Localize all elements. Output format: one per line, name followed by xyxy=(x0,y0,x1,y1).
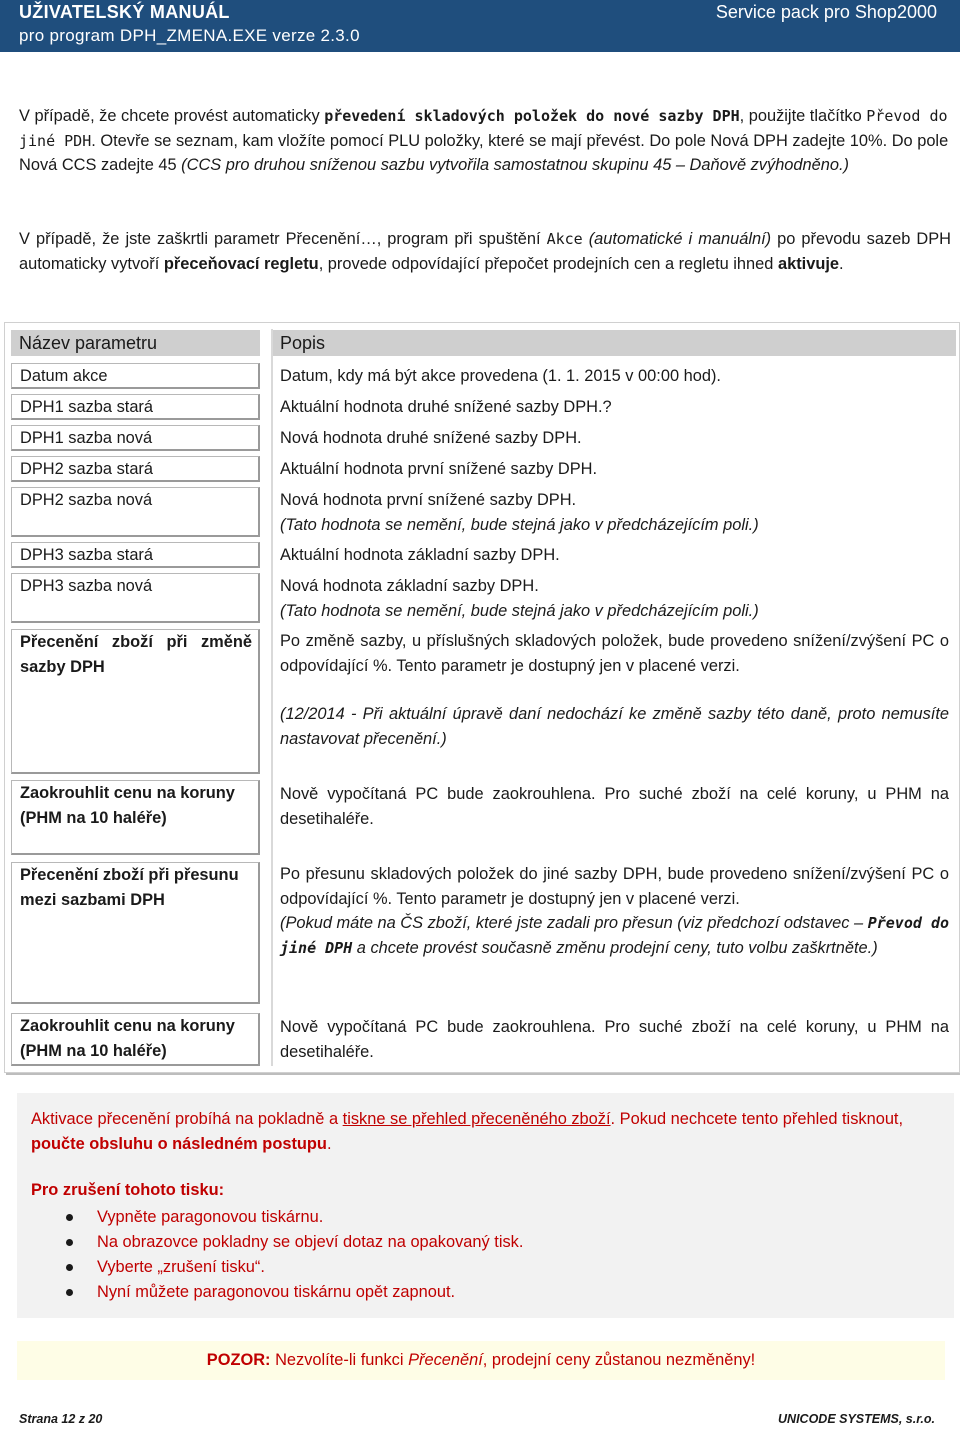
list-item: Na obrazovce pokladny se objeví dotaz na opakovaný tisk. xyxy=(62,1230,912,1255)
company-name: UNICODE SYSTEMS, s.r.o. xyxy=(778,1412,935,1426)
description-note xyxy=(280,911,949,960)
table-header-name: Název parametru xyxy=(11,330,260,356)
italic-note: (CCS pro druhou sníženou sazbu vytvořila samostatnou skupinu 45 – Daňově zvýhodněno.) xyxy=(181,156,850,174)
text: , provede odpovídající přepočet prodejních cen a regletu ihned xyxy=(318,254,778,273)
table-row-description xyxy=(271,629,955,751)
list-item: Vypněte paragonovou tiskárnu. xyxy=(62,1205,912,1230)
table-row-name: DPH1 sazba nová xyxy=(11,425,260,451)
button-name: Převod do jiné PDH xyxy=(19,107,948,150)
service-pack-label: Service pack pro Shop2000 xyxy=(715,2,937,22)
table-row-name: DPH2 sazba nová xyxy=(11,487,260,537)
description-note: (12/2014 - Při aktuální úpravě daní nedochází ke změně sazby této daně, proto nemusíte nastavovat přecenění.) xyxy=(280,705,949,748)
table-row-name: Přecenění zboží při změně sazby DPH xyxy=(11,629,260,774)
text: , použijte tlačítko xyxy=(739,107,867,125)
table-row-name: DPH3 sazba stará xyxy=(11,542,260,568)
list-item: Vyberte „zrušení tisku“. xyxy=(62,1255,912,1280)
underlined-text: tiskne se přehled přeceněného zboží xyxy=(342,1110,611,1128)
table-row-description: Nově vypočítaná PC bude zaokrouhlena. Pro suché zboží na celé koruny, u PHM na desetihaléře. xyxy=(280,1018,949,1061)
description-note: (Tato hodnota se nemění, bude stejná jako v předcházejícím poli.) xyxy=(280,601,759,620)
description-text: Nová hodnota základní sazby DPH. xyxy=(280,577,539,595)
list-item: Nyní můžete paragonovou tiskárnu opět zapnout. xyxy=(62,1280,912,1305)
table-row-description xyxy=(271,574,955,623)
table-row-description: Aktuální hodnota druhé snížené sazby DPH.? xyxy=(280,398,612,416)
table-row-name: Datum akce xyxy=(11,363,260,389)
button-name: Převod do jiné DPH xyxy=(280,914,950,957)
italic-text: Přecenění xyxy=(408,1351,483,1369)
text: V případě, že chcete provést automaticky xyxy=(19,107,325,125)
page-footer xyxy=(19,1412,935,1426)
table-row-description: Nová hodnota druhé snížené sazby DPH. xyxy=(280,429,582,447)
italic-note: (automatické i manuální) xyxy=(582,230,772,248)
bold-text: poučte obsluhu o následném postupu xyxy=(31,1134,327,1153)
text: . xyxy=(839,254,844,273)
table-row-name: DPH3 sazba nová xyxy=(11,573,260,623)
cancel-print-steps xyxy=(62,1205,912,1305)
table-row-name: Zaokrouhlit cenu na koruny (PHM na 10 haléře) xyxy=(11,1013,260,1066)
text: (Pokud máte na ČS zboží, které jste zadali pro přesun (viz předchozí odstavec – xyxy=(280,914,868,932)
table-row-description: Datum, kdy má být akce provedena (1. 1. 2015 v 00:00 hod). xyxy=(280,367,721,385)
bold-text: převedení skladových položek do nové sazby DPH xyxy=(324,107,740,125)
function-name: Akce xyxy=(546,230,583,248)
table-row-name: DPH2 sazba stará xyxy=(11,456,260,482)
description-note: (Tato hodnota se nemění, bude stejná jako v předcházejícím poli.) xyxy=(280,515,759,534)
table-row-description xyxy=(271,488,955,537)
notice-heading: Pro zrušení tohoto tisku: xyxy=(31,1181,225,1199)
table-row-name: Zaokrouhlit cenu na koruny (PHM na 10 haléře) xyxy=(11,780,260,855)
page-number: Strana 12 z 20 xyxy=(19,1412,103,1426)
text: a chcete provést současně změnu prodejní ceny, tuto volbu zaškrtněte.) xyxy=(352,938,878,957)
bold-text: aktivuje xyxy=(777,254,840,273)
table-row-description: Aktuální hodnota základní sazby DPH. xyxy=(280,546,560,564)
bold-text: přeceňovací regletu xyxy=(163,254,319,273)
parameter-table xyxy=(4,322,960,1073)
manual-title: UŽIVATELSKÝ MANUÁL xyxy=(19,2,230,22)
paragraph-transfer xyxy=(19,104,951,178)
table-header-description: Popis xyxy=(271,330,956,356)
text: Nezvolíte-li funkci xyxy=(270,1351,409,1369)
table-row-name: Přecenění zboží při přesunu mezi sazbami DPH xyxy=(11,862,260,1004)
text: . xyxy=(326,1134,332,1153)
text: po převodu sazeb DPH automaticky vytvoří xyxy=(19,230,951,273)
page-header xyxy=(0,0,960,52)
manual-subtitle: pro program DPH_ZMENA.EXE verze 2.3.0 xyxy=(19,26,360,45)
table-row-name: DPH1 sazba stará xyxy=(11,394,260,420)
table-row-description: Aktuální hodnota první snížené sazby DPH. xyxy=(280,460,598,478)
text: , prodejní ceny zůstanou nezměněny! xyxy=(482,1351,756,1369)
text: . Pokud nechcete tento přehled tisknout, xyxy=(610,1110,904,1128)
notice-text xyxy=(31,1107,943,1156)
paragraph-revaluation xyxy=(19,227,951,276)
table-row-description xyxy=(271,862,955,960)
text: Aktivace přecenění probíhá na pokladně a xyxy=(31,1110,343,1128)
description-text: Po přesunu skladových položek do jiné sazby DPH, bude provedeno snížení/zvýšení PC o odpovídající %. Tento parametr je dostupný jen v placené verzi. xyxy=(280,865,949,908)
text: V případě, že jste zaškrtli parametr Přecenění…, program při spuštění xyxy=(19,230,547,248)
warning-box xyxy=(17,1341,945,1380)
warning-label: POZOR: xyxy=(206,1351,271,1369)
description-text: Po změně sazby, u příslušných skladových položek, bude provedeno snížení/zvýšení PC o odpovídající %. Tento parametr je dostupný jen v placené verzi. xyxy=(280,632,949,675)
description-text: Nová hodnota první snížené sazby DPH. xyxy=(280,491,577,509)
table-row-description: Nově vypočítaná PC bude zaokrouhlena. Pro suché zboží na celé koruny, u PHM na desetihaléře. xyxy=(280,785,949,828)
print-notice-box xyxy=(17,1093,954,1318)
text: . Otevře se seznam, kam vložíte pomocí PLU položky, které se mají převést. Do pole Nová DPH zadejte 10%. Do pole Nová CCS zadejte 45 xyxy=(19,131,949,174)
